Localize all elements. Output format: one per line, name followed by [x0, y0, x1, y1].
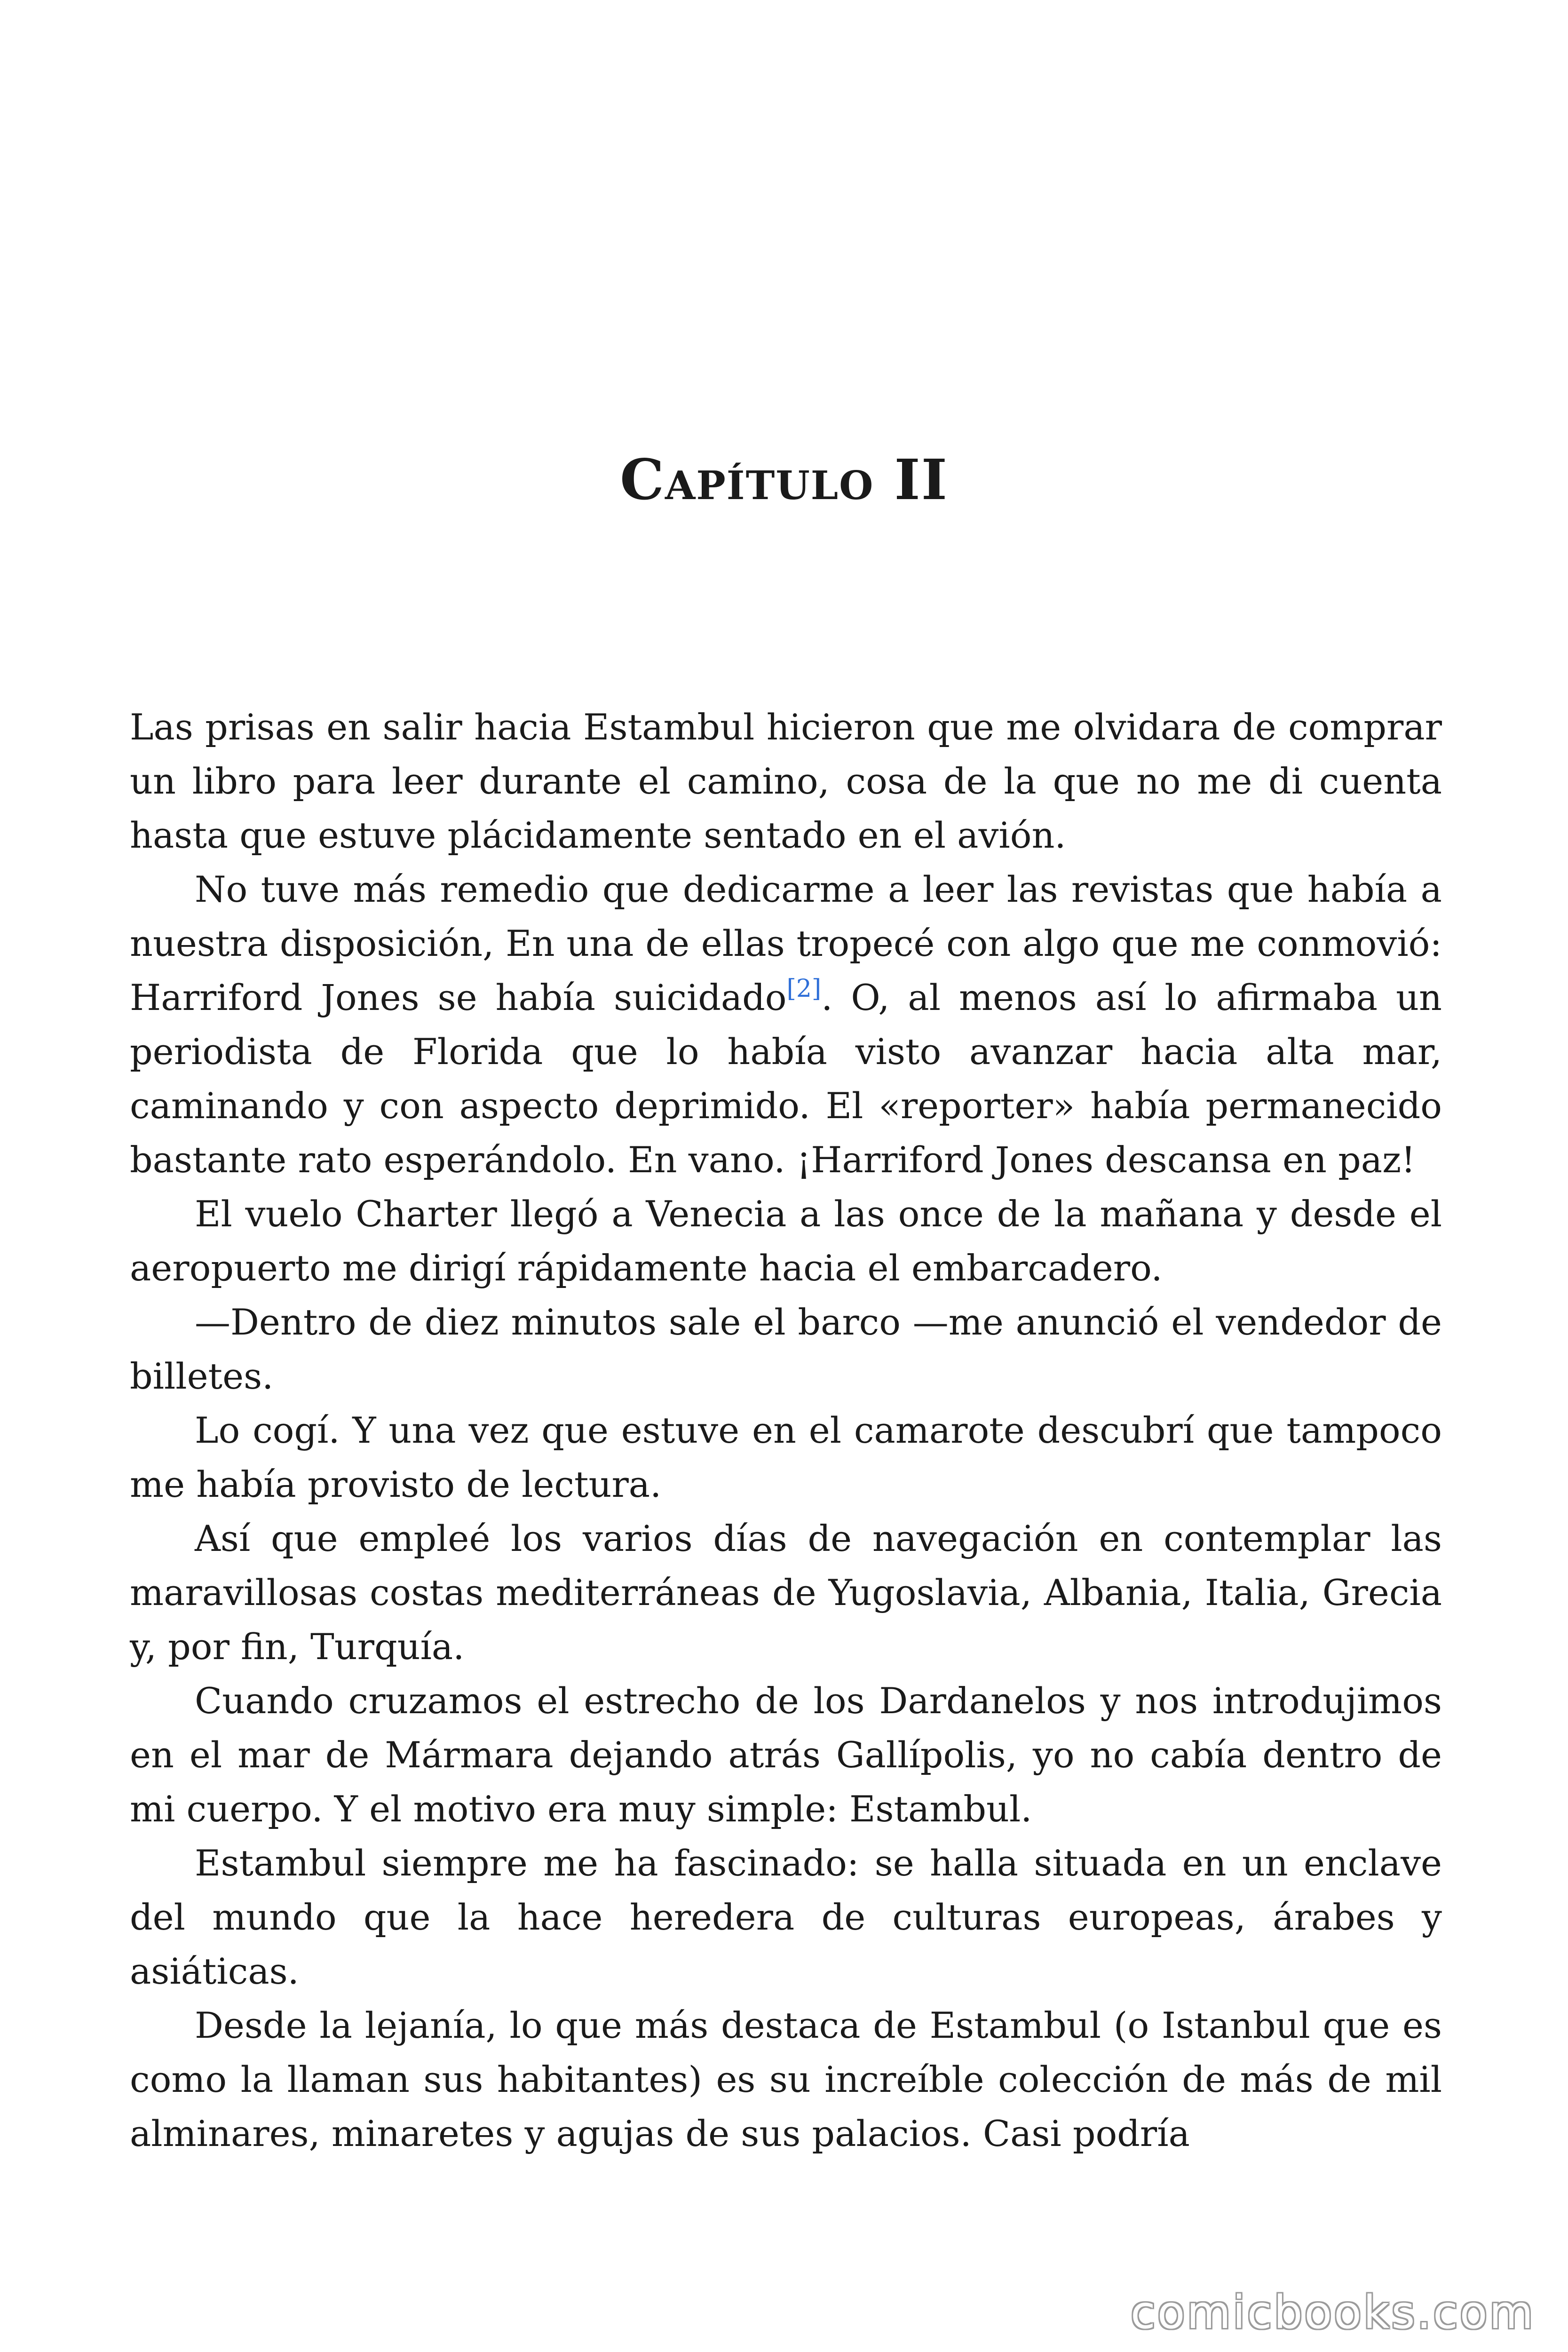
paragraph: Desde la lejanía, lo que más destaca de Estambul (o Istanbul que es como la llaman sus habitantes) es su increíble colección de más de mil alminares, minaretes y agujas de sus palacios. Casi podría	[130, 2004, 1442, 2154]
paragraph: Las prisas en salir hacia Estambul hicieron que me olvidara de comprar un libro para leer durante el camino, cosa de la que no me di cuenta hasta que estuve plácidamente sentado en el avión.	[130, 706, 1442, 856]
paragraph: Así que empleé los varios días de navegación en contemplar las maravillosas costas mediterráneas de Yugoslavia, Albania, Italia, Grecia y, por fin, Turquía.	[130, 1518, 1442, 1668]
paragraph-with-footnote	[130, 862, 1442, 1187]
chapter-title: Capítulo II	[620, 447, 948, 512]
watermark: comicbooks.com	[1130, 2286, 1535, 2339]
paragraph: —Dentro de diez minutos sale el barco —me anunció el vendedor de billetes.	[130, 1301, 1442, 1397]
paragraph: El vuelo Charter llegó a Venecia a las once de la mañana y desde el aeropuerto me dirigí rápidamente hacia el embarcadero.	[130, 1193, 1442, 1289]
paragraph: Lo cogí. Y una vez que estuve en el camarote descubrí que tampoco me había provisto de lectura.	[130, 1409, 1442, 1505]
paragraph-text: . O, al menos así lo afirmaba un periodista de Florida que lo había visto avanzar hacia alta mar, caminando y con aspecto deprimido. El «reporter» había permanecido bastante rato esperándolo. En vano. ¡Harriford Jones descansa en paz!	[130, 977, 1442, 1181]
paragraph: Estambul siempre me ha fascinado: se halla situada en un enclave del mundo que la hace heredera de culturas europeas, árabes y asiáticas.	[130, 1842, 1442, 1992]
footnote-reference-link[interactable]: [2]	[786, 975, 822, 1003]
paragraph: Cuando cruzamos el estrecho de los Dardanelos y nos introdujimos en el mar de Mármara dejando atrás Gallípolis, yo no cabía dentro de mi cuerpo. Y el motivo era muy simple: Estambul.	[130, 1680, 1442, 1830]
chapter-body	[130, 700, 1442, 2161]
paragraph-text: No tuve más remedio que dedicarme a leer las revistas que había a nuestra disposición, En una de ellas tropecé con algo que me conmovió: Harriford Jones se había suicidado	[130, 868, 1442, 1018]
